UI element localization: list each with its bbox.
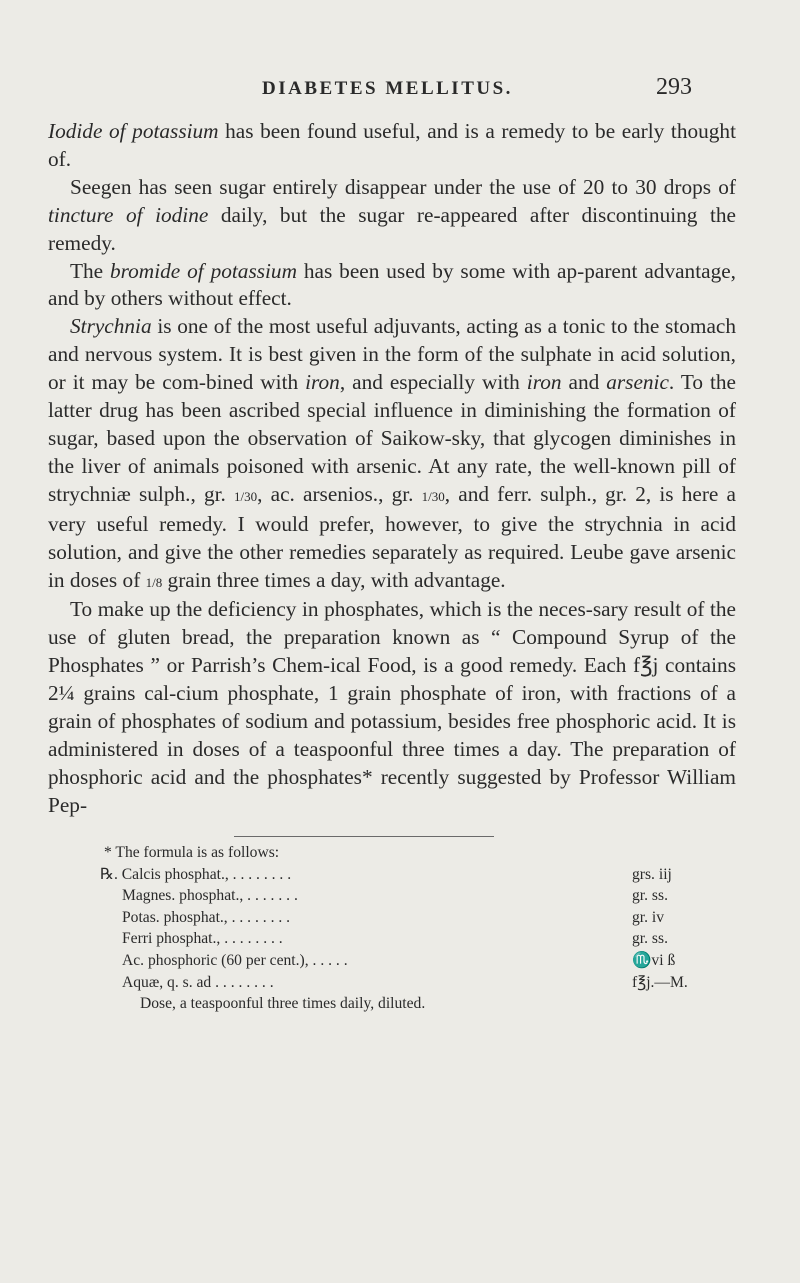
text-run: , and ferr. sulph., gr. 2, is here a very useful remedy. I would prefer, however, to give the strychnia in acid solution, and give the other remedies separately as required. Leube gave arsenic in doses of bbox=[48, 481, 736, 592]
footnote bbox=[90, 842, 702, 1015]
paragraph-iodide-potassium bbox=[48, 118, 736, 174]
formula-ingredient: Aquæ, q. s. ad . . . . . . . . bbox=[122, 973, 274, 991]
formula-amount: grs. iij bbox=[632, 865, 672, 883]
text-run: daily, but the sugar re-appeared after discontinuing the remedy. bbox=[48, 202, 736, 255]
formula-ingredient: Magnes. phosphat., . . . . . . . bbox=[122, 887, 298, 905]
formula-amount: f℥j.—M. bbox=[632, 973, 688, 991]
text-run: Seegen has seen sugar entirely disappear under the use of 20 to 30 drops of bbox=[70, 174, 736, 199]
text-run: To make up the deficiency in phosphates, which is the neces-sary result of the use of gluten bread, the preparation known as “ Compound Syrup of the Phosphates ” or Parrish’s Chem-ical Food, is a good remedy. Each f℥j contains 2¼ grains cal-cium phosphate, 1 grain phosphate of iron, with fractions of a grain of phosphates of sodium and potassium, besides free phosphoric acid. It is administered in doses of a teaspoonful three times a day. The preparation of phosphoric acid and the phosphates* recently suggested by Professor William Pep- bbox=[48, 597, 736, 817]
paragraph-tincture-iodine bbox=[48, 174, 736, 258]
paragraph-phosphates bbox=[48, 596, 736, 819]
paragraph-strychnia bbox=[48, 313, 736, 596]
formula-ingredient: Ferri phosphat., . . . . . . . . bbox=[122, 930, 283, 948]
text-run: , and especially with bbox=[339, 370, 527, 395]
footnote-intro: * The formula is as follows: bbox=[104, 844, 280, 861]
text-run: The bbox=[70, 258, 111, 283]
term-arsenic: arsenic bbox=[606, 370, 669, 395]
running-head: DIABETES MELLITUS. bbox=[262, 78, 513, 99]
term-iron: iron bbox=[526, 370, 562, 395]
formula-amount: ♏vi ß bbox=[632, 951, 676, 969]
term-strychnia: Strychnia bbox=[70, 314, 152, 339]
paragraph-bromide-potassium bbox=[48, 258, 736, 314]
text-run: has been used by some with ap-parent advantage, and by others without effect. bbox=[48, 258, 736, 311]
formula-dose: Dose, a teaspoonful three times daily, diluted. bbox=[140, 995, 426, 1013]
page-number: 293 bbox=[656, 74, 692, 100]
term-tincture-of-iodine: tincture of iodine bbox=[48, 202, 209, 227]
formula-row bbox=[90, 928, 702, 950]
text-run: grain three times a day, with advantage. bbox=[162, 567, 506, 592]
term-iodide-of-potassium: Iodide of potassium bbox=[48, 119, 219, 143]
fraction: 1/30 bbox=[421, 488, 445, 504]
text-run: . To the latter drug has been ascribed special influence in diminishing the formation of sugar, based upon the observation of Saikow-sky, that glycogen diminishes in the liver of animals poisoned with arsenic. At any rate, the well-known pill of strychniæ sulph., gr. bbox=[48, 370, 736, 506]
text-run: has been found useful, and is a remedy to be early thought of. bbox=[48, 119, 736, 171]
term-bromide-of-potassium: bromide of potassium bbox=[110, 258, 297, 283]
text-run: and bbox=[561, 370, 607, 395]
formula-row bbox=[90, 864, 702, 886]
formula-row bbox=[90, 972, 702, 994]
term-iron: iron bbox=[305, 370, 340, 395]
formula-row bbox=[90, 950, 702, 972]
body-text bbox=[48, 118, 736, 820]
formula-row bbox=[90, 907, 702, 929]
footnote-divider bbox=[234, 836, 494, 837]
fraction: 1/30 bbox=[234, 488, 258, 504]
formula-ingredient: Ac. phosphoric (60 per cent.), . . . . . bbox=[122, 951, 348, 969]
formula-amount: gr. ss. bbox=[632, 930, 668, 948]
text-run: , ac. arsenios., gr. bbox=[257, 481, 422, 506]
formula-amount: gr. iv bbox=[632, 908, 665, 926]
formula-amount: gr. ss. bbox=[632, 887, 668, 905]
formula-ingredient: ℞. Calcis phosphat., . . . . . . . . bbox=[100, 865, 292, 883]
text-run: is one of the most useful adjuvants, acting as a tonic to the stomach and nervous system. It is best given in the form of the sulphate in acid solution, or it may be com-bined with bbox=[48, 314, 736, 395]
fraction: 1/8 bbox=[145, 574, 163, 590]
formula-ingredient: Potas. phosphat., . . . . . . . . bbox=[122, 908, 291, 926]
formula-row bbox=[90, 885, 702, 907]
